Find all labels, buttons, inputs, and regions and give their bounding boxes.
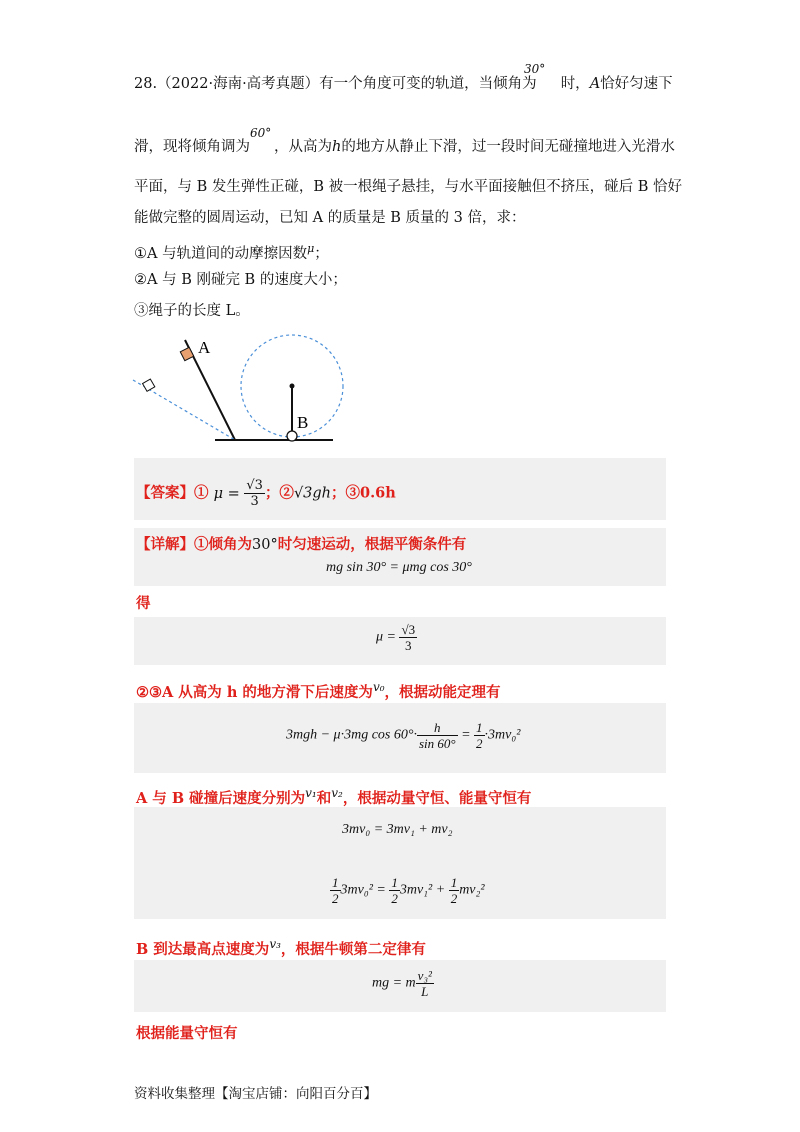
detail-line-4: B 到达最高点速度为$^{v_3}$，根据牛顿第二定律有 xyxy=(136,937,426,958)
angle-30-sup: 30° xyxy=(524,62,546,76)
question-sub-3: ③绳子的长度 L。 xyxy=(134,303,250,319)
eq-kinetic: $\frac{1}{2}$ 3mv₀² = $\frac{1}{2}$ 3mv₁² + $\frac{1}{2}$ mv₂² xyxy=(332,875,485,906)
label-b: B xyxy=(297,413,309,432)
block-a-ghost xyxy=(143,379,155,391)
label-a: A xyxy=(198,338,211,357)
pivot xyxy=(290,384,295,389)
de-text: 得 xyxy=(136,595,151,612)
eq-balance: mg sin 30° = μmg cos 30° xyxy=(326,560,472,575)
incline-figure xyxy=(125,330,365,450)
eq-momentum: 3mv₀ = 3mv₁ + mv₂ xyxy=(342,822,453,837)
detail-line-3: A 与 B 碰撞后速度分别为$^{v_1}$和$^{v_2}$，根据动量守恒、能量守恒有 xyxy=(136,786,532,807)
eq-mu: μ = $\frac{√3}{3}$ xyxy=(376,622,416,653)
question-line-1: 28.（2022·海南·高考真题）有一个角度可变的轨道，当倾角为 时，A恰好匀速下 xyxy=(134,76,673,92)
question-sub-1: ①A 与轨道间的动摩擦因数$^\mu$； xyxy=(134,242,329,262)
question-line-2: 滑，现将倾角调为 ，从高为h的地方从静止下滑，过一段时间无碰撞地进入光滑水 xyxy=(134,139,675,155)
angle-60-sup: 60° xyxy=(250,126,272,140)
detail-line-5: 根据能量守恒有 xyxy=(136,1025,238,1042)
eq-newton: mg = m $\frac{\text{v₃²}}{L}$ xyxy=(372,968,432,999)
answer-line: 【答案】① μ = $\frac{√3}{3}$ ；②√3gh；③0.6h xyxy=(136,478,396,509)
question-line-3: 平面，与 B 发生弹性正碰，B 被一根绳子悬挂，与水平面接触但不挤压，碰后 B 恰好 xyxy=(134,179,683,195)
eq-energy: 3mgh − μ·3mg cos 60°· $\frac{h}{\sin 60^\circ}$ = $\frac{1}{2}$ ·3mv₀² xyxy=(286,720,521,751)
block-a xyxy=(180,347,193,360)
ball-b xyxy=(287,431,297,441)
detail-line-1: 【详解】①倾角为30°时匀速运动，根据平衡条件有 xyxy=(136,536,467,553)
detail-line-2: ②③A 从高为 h 的地方滑下后速度为$^{v_0}$，根据动能定理有 xyxy=(136,680,501,701)
question-line-4: 能做完整的圆周运动，已知 A 的质量是 B 质量的 3 倍，求： xyxy=(134,210,526,226)
footer-text: 资料收集整理【淘宝店铺：向阳百分百】 xyxy=(134,1086,377,1102)
question-sub-2: ②A 与 B 刚碰完 B 的速度大小； xyxy=(134,272,347,288)
